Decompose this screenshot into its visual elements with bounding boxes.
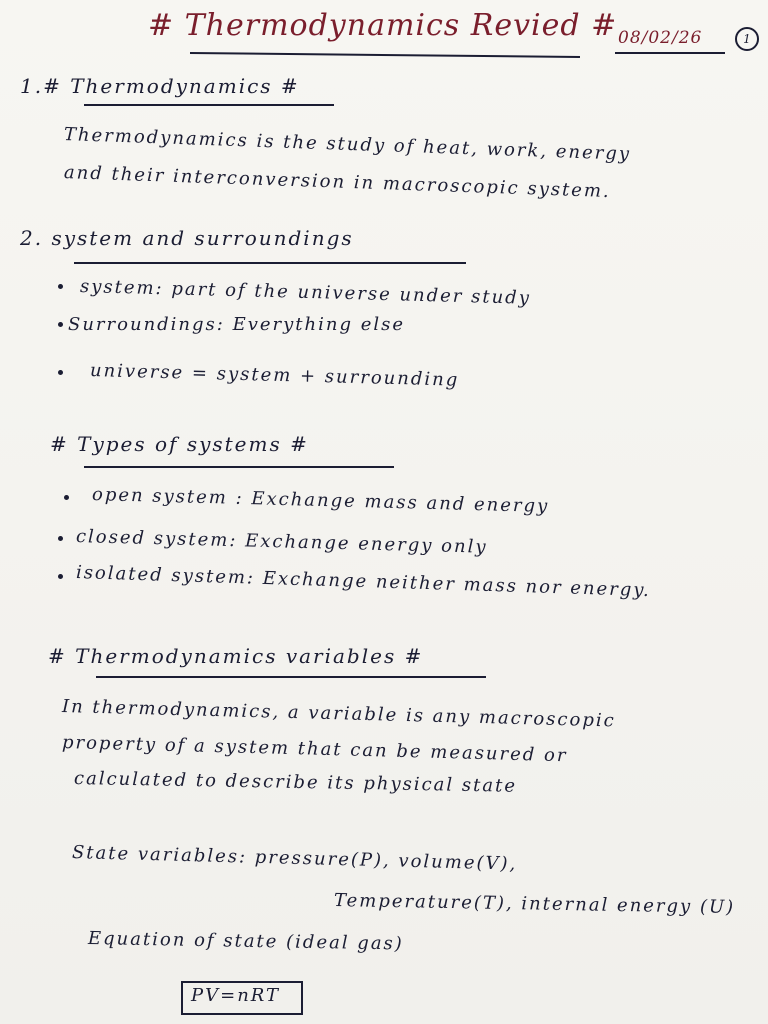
bullet (58, 536, 63, 541)
variables-para-1: In thermodynamics, a variable is any macroscopic (61, 696, 616, 732)
types-underline (84, 466, 394, 468)
equation-box (181, 981, 303, 1015)
section2-underline (74, 262, 466, 264)
variables-underline (96, 676, 486, 678)
section1-underline (84, 104, 334, 106)
types-heading: # Types of systems # (50, 432, 309, 456)
bullet (64, 495, 69, 500)
state-variables-line2: Temperature(T), internal energy (U) (333, 890, 736, 919)
variables-heading: # Thermodynamics variables # (48, 644, 424, 668)
types-bullet-2: closed system: Exchange energy only (75, 526, 488, 558)
types-bullet-1: open system : Exchange mass and energy (91, 484, 550, 517)
date-underline (615, 52, 725, 54)
section2-bullet-1: system: part of the universe under study (79, 276, 532, 309)
bullet (58, 284, 63, 289)
section1-heading: 1.# Thermodynamics # (20, 74, 300, 98)
section2-bullet-3: universe = system + surrounding (89, 360, 460, 391)
section2-bullet-2: Surroundings: Everything else (68, 314, 406, 335)
equation-label: Equation of state (ideal gas) (87, 928, 404, 955)
date: 08/02/26 (618, 28, 703, 48)
page-number: 1 (735, 27, 759, 51)
types-bullet-3: isolated system: Exchange neither mass nor energy. (75, 562, 652, 602)
section2-heading: 2. system and surroundings (20, 226, 354, 250)
page-title: # Thermodynamics Revied # (148, 8, 618, 43)
bullet (58, 574, 63, 579)
variables-para-3: calculated to describe its physical state (73, 768, 518, 797)
section1-line2: and their interconversion in macroscopic system. (63, 162, 612, 203)
variables-para-2: property of a system that can be measured or (61, 732, 568, 767)
state-variables-line1: State variables: pressure(P), volume(V), (71, 842, 518, 875)
title-underline (190, 52, 580, 58)
bullet (58, 370, 63, 375)
equation: PV=nRT (191, 985, 281, 1006)
section1-line1: Thermodynamics is the study of heat, work, energy (63, 124, 632, 165)
bullet (58, 322, 63, 327)
